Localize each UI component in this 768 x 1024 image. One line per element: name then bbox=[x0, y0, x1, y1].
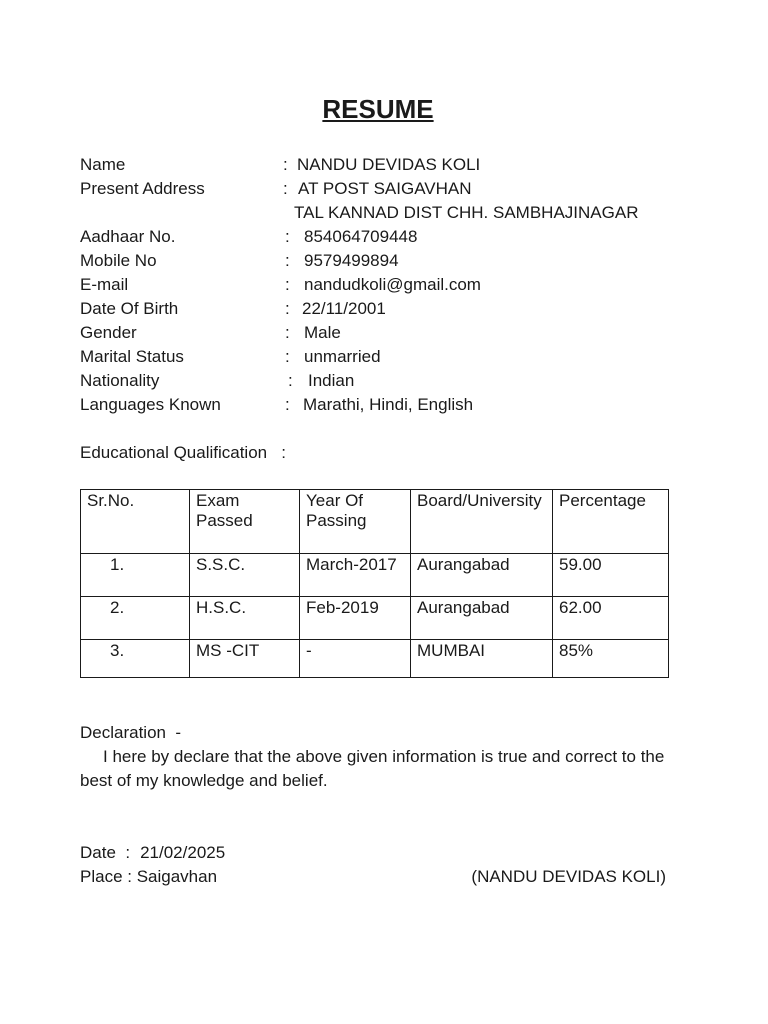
column-header-year: Year Of Passing bbox=[300, 490, 411, 554]
cell-exam: S.S.C. bbox=[190, 554, 300, 597]
cell-year: March-2017 bbox=[300, 554, 411, 597]
marital-value: unmarried bbox=[304, 347, 381, 366]
address-label: Present Address bbox=[80, 179, 205, 198]
nationality-value: Indian bbox=[308, 371, 355, 390]
cell-percentage: 85% bbox=[553, 640, 669, 678]
colon-separator: : bbox=[283, 179, 288, 198]
colon-separator: : bbox=[285, 395, 290, 414]
colon-separator: : bbox=[285, 299, 290, 318]
column-header-exam: Exam Passed bbox=[190, 490, 300, 554]
date-line bbox=[80, 841, 225, 865]
colon-separator: : bbox=[285, 323, 290, 342]
email-value: nandudkoli@gmail.com bbox=[304, 275, 481, 294]
cell-board: Aurangabad bbox=[411, 554, 553, 597]
cell-srno: 1. bbox=[81, 554, 190, 597]
cell-srno: 2. bbox=[81, 597, 190, 640]
colon-separator: : bbox=[285, 347, 290, 366]
cell-year: - bbox=[300, 640, 411, 678]
column-header-board: Board/University bbox=[411, 490, 553, 554]
dob-value: 22/11/2001 bbox=[302, 299, 386, 318]
colon-separator: : bbox=[285, 275, 290, 294]
dob-label: Date Of Birth bbox=[80, 299, 179, 318]
cell-srno: 3. bbox=[81, 640, 190, 678]
cell-board: Aurangabad bbox=[411, 597, 553, 640]
detail-row-languages bbox=[80, 393, 700, 417]
detail-row-email bbox=[80, 273, 700, 297]
colon-separator: : bbox=[288, 371, 293, 390]
marital-label: Marital Status bbox=[80, 347, 184, 366]
mobile-value: 9579499894 bbox=[304, 251, 399, 270]
address-line-1: AT POST SAIGAVHAN bbox=[298, 179, 472, 198]
colon-separator: : bbox=[285, 251, 290, 270]
education-heading: Educational Qualification : bbox=[80, 443, 287, 462]
cell-exam: MS -CIT bbox=[190, 640, 300, 678]
resume-title: RESUME bbox=[322, 94, 434, 124]
table-row bbox=[81, 554, 669, 597]
aadhaar-value: 854064709448 bbox=[304, 227, 418, 246]
nationality-label: Nationality bbox=[80, 371, 160, 390]
cell-board: MUMBAI bbox=[411, 640, 553, 678]
mobile-label: Mobile No bbox=[80, 251, 157, 270]
table-row bbox=[81, 640, 669, 678]
address-line-2: TAL KANNAD DIST CHH. SAMBHAJINAGAR bbox=[294, 203, 639, 222]
name-value: NANDU DEVIDAS KOLI bbox=[297, 155, 481, 174]
place-line: Place : Saigavhan bbox=[80, 867, 218, 886]
table-row bbox=[81, 597, 669, 640]
cell-exam: H.S.C. bbox=[190, 597, 300, 640]
detail-row-nationality bbox=[80, 369, 700, 393]
name-label: Name bbox=[80, 155, 126, 174]
detail-row-address-cont bbox=[80, 201, 700, 225]
date-label: Date : bbox=[80, 843, 131, 862]
column-header-srno: Sr.No. bbox=[81, 490, 190, 554]
detail-row-gender bbox=[80, 321, 700, 345]
languages-value: Marathi, Hindi, English bbox=[303, 395, 474, 414]
cell-percentage: 62.00 bbox=[553, 597, 669, 640]
detail-row-mobile bbox=[80, 249, 700, 273]
colon-separator: : bbox=[285, 227, 290, 246]
detail-row-name bbox=[80, 153, 700, 177]
aadhaar-label: Aadhaar No. bbox=[80, 227, 176, 246]
languages-label: Languages Known bbox=[80, 395, 221, 414]
gender-value: Male bbox=[304, 323, 341, 342]
detail-row-aadhaar bbox=[80, 225, 700, 249]
education-table bbox=[80, 489, 669, 678]
detail-row-marital bbox=[80, 345, 700, 369]
declaration-text: I here by declare that the above given information is true and correct to the best of my knowledge and belief. bbox=[80, 747, 665, 790]
column-header-percentage: Percentage bbox=[553, 490, 669, 554]
signature-name: (NANDU DEVIDAS KOLI) bbox=[471, 867, 666, 886]
table-header-row bbox=[81, 490, 669, 554]
cell-year: Feb-2019 bbox=[300, 597, 411, 640]
date-value: 21/02/2025 bbox=[140, 843, 226, 862]
email-label: E-mail bbox=[80, 275, 129, 294]
detail-row-address bbox=[80, 177, 700, 201]
gender-label: Gender bbox=[80, 323, 137, 342]
detail-row-dob bbox=[80, 297, 700, 321]
colon-separator: : bbox=[283, 155, 288, 174]
cell-percentage: 59.00 bbox=[553, 554, 669, 597]
declaration-title: Declaration - bbox=[80, 723, 182, 742]
personal-details bbox=[80, 153, 700, 417]
